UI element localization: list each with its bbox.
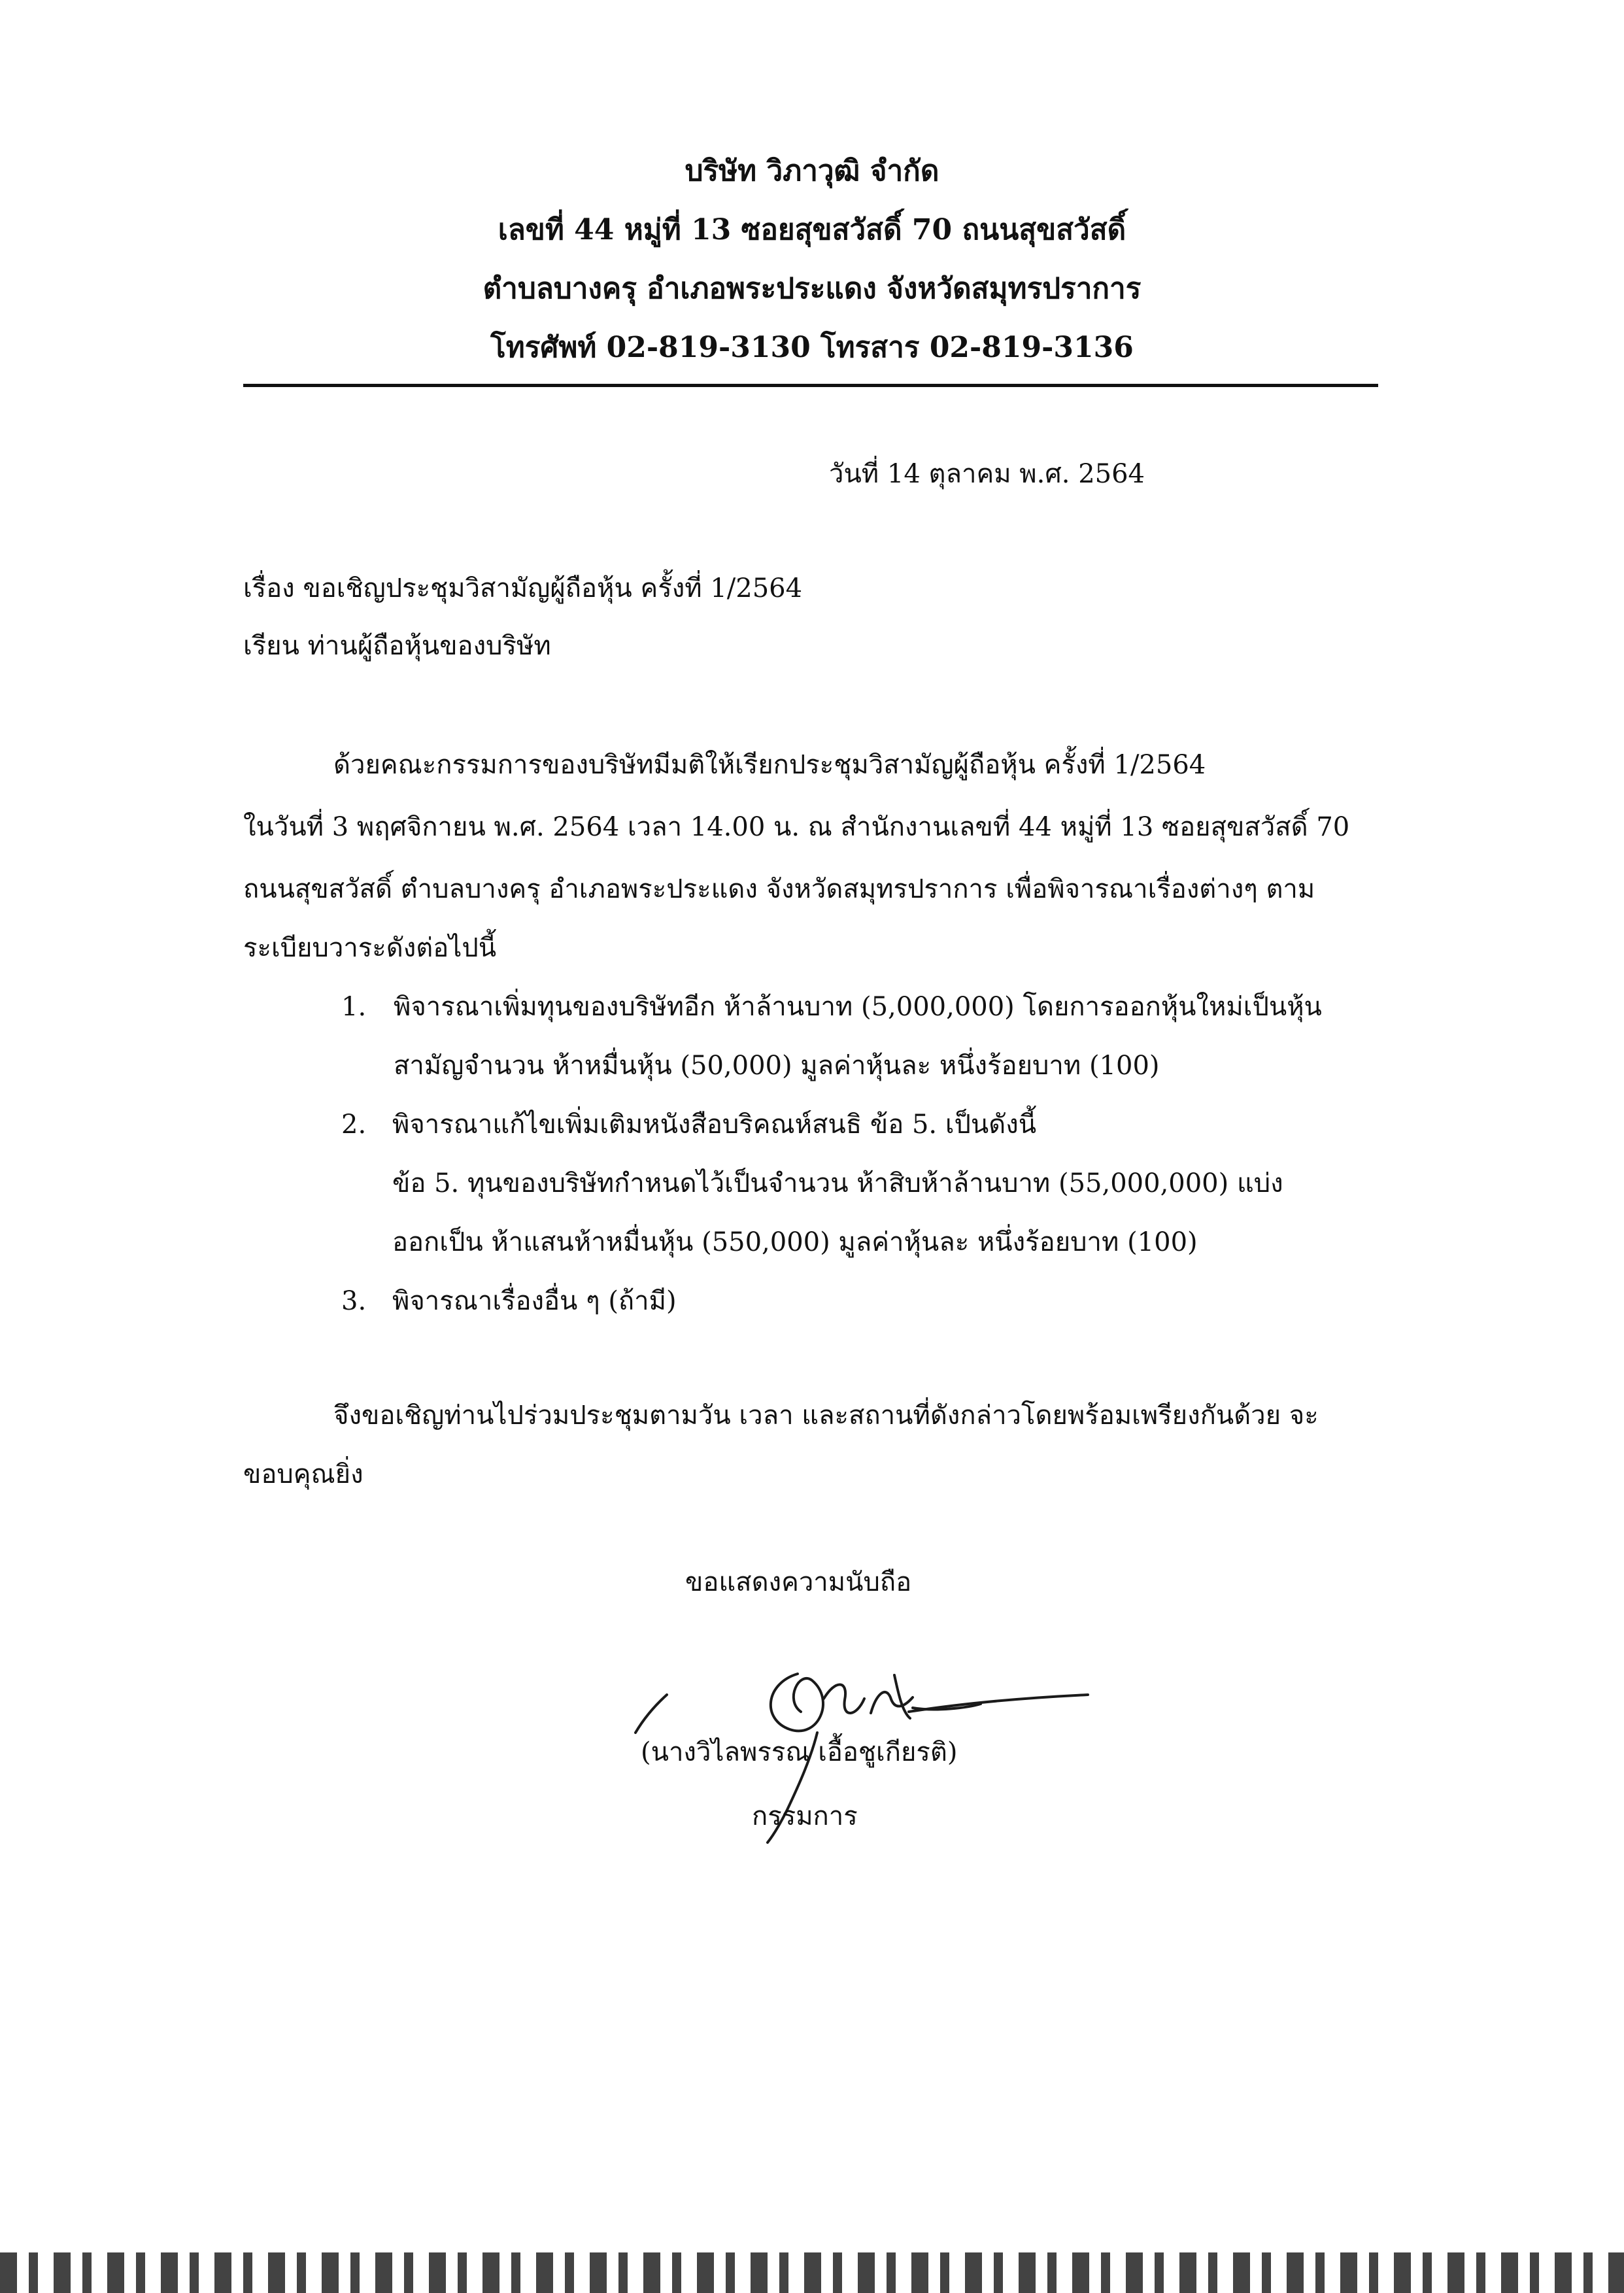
- letter-date: วันที่ 14 ตุลาคม พ.ศ. 2564: [829, 459, 1145, 489]
- agenda-item-line: พิจารณาแก้ไขเพิ่มเติมหนังสือบริคณห์สนธิ ข้อ 5. เป็นดังนี้: [392, 1110, 1037, 1140]
- closing-line: ขอบคุณยิ่ง: [243, 1459, 364, 1489]
- paragraph-line: ถนนสุขสวัสดิ์ ตำบลบางครุ อำเภอพระประแดง จังหวัดสมุทรปราการ เพื่อพิจารณาเรื่องต่างๆ ตาม: [243, 874, 1315, 904]
- agenda-item-line: สามัญจำนวน ห้าหมื่นหุ้น (50,000) มูลค่าหุ้นละ หนึ่งร้อยบาท (100): [394, 1051, 1160, 1081]
- agenda-number: 2.: [341, 1110, 367, 1140]
- letterhead-divider: [243, 384, 1378, 387]
- paragraph-line: ในวันที่ 3 พฤศจิกายน พ.ศ. 2564 เวลา 14.00 น. ณ สำนักงานเลขที่ 44 หมู่ที่ 13 ซอยสุขสวัสดิ์ 70: [243, 812, 1350, 842]
- letter-subject: เรื่อง ขอเชิญประชุมวิสามัญผู้ถือหุ้น ครั้งที่ 1/2564: [243, 573, 803, 603]
- signatory-name: (นางวิไลพรรณ เอื้อชูเกียรติ): [641, 1737, 958, 1767]
- company-address-line-1: เลขที่ 44 หมู่ที่ 13 ซอยสุขสวัสดิ์ 70 ถนนสุขสวัสดิ์: [498, 213, 1126, 246]
- agenda-item-line: พิจารณาเรื่องอื่น ๆ (ถ้ามี): [392, 1286, 677, 1316]
- agenda-item-line: ออกเป็น ห้าแสนห้าหมื่นหุ้น (550,000) มูลค่าหุ้นละ หนึ่งร้อยบาท (100): [392, 1227, 1198, 1257]
- company-contact: โทรศัพท์ 02-819-3130 โทรสาร 02-819-3136: [490, 331, 1134, 364]
- paragraph-line: ระเบียบวาระดังต่อไปนี้: [243, 933, 497, 963]
- paragraph-line: ด้วยคณะกรรมการของบริษัทมีมติให้เรียกประชุมวิสามัญผู้ถือหุ้น ครั้งที่ 1/2564: [333, 750, 1206, 780]
- agenda-number: 1.: [341, 992, 367, 1022]
- bleed-through-strip: [0, 2252, 1624, 2293]
- company-address-line-2: ตำบลบางครุ อำเภอพระประแดง จังหวัดสมุทรปราการ: [482, 272, 1142, 305]
- signatory-position: กรรมการ: [752, 1801, 858, 1831]
- closing-regards: ขอแสดงความนับถือ: [685, 1567, 912, 1597]
- agenda-number: 3.: [341, 1286, 367, 1316]
- agenda-item-line: พิจารณาเพิ่มทุนของบริษัทอีก ห้าล้านบาท (5,000,000) โดยการออกหุ้นใหม่เป็นหุ้น: [394, 992, 1322, 1022]
- agenda-item-line: ข้อ 5. ทุนของบริษัทกำหนดไว้เป็นจำนวน ห้าสิบห้าล้านบาท (55,000,000) แบ่ง: [392, 1168, 1283, 1198]
- letter-recipient: เรียน ท่านผู้ถือหุ้นของบริษัท: [243, 631, 551, 661]
- company-name: บริษัท วิภาวุฒิ จำกัด: [685, 154, 939, 188]
- closing-line: จึงขอเชิญท่านไปร่วมประชุมตามวัน เวลา และสถานที่ดังกล่าวโดยพร้อมเพรียงกันด้วย จะ: [333, 1401, 1319, 1431]
